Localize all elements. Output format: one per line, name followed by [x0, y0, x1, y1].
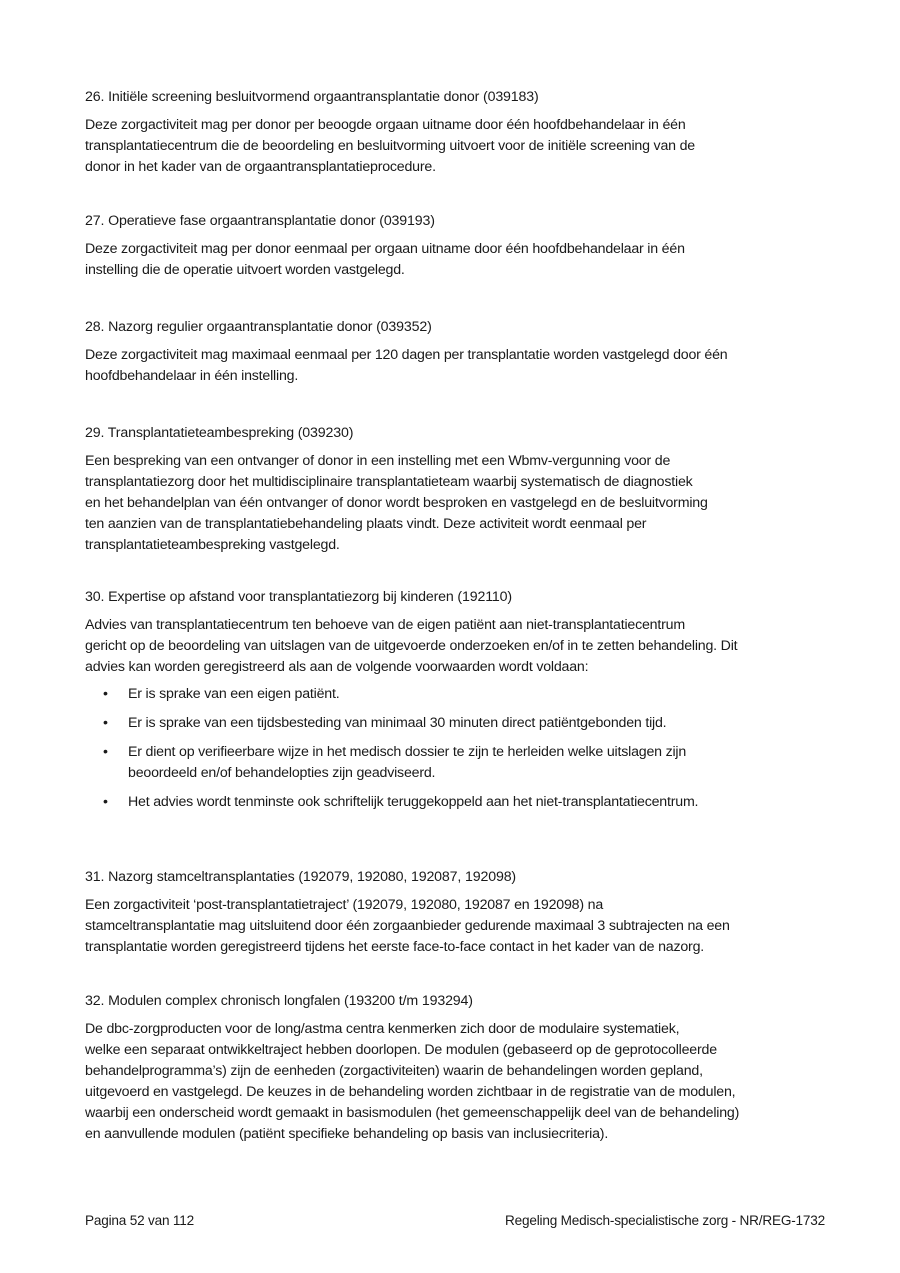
paragraph-line: donor in het kader van de orgaantransplantatieprocedure. — [85, 159, 436, 175]
list-item — [85, 713, 825, 734]
section-26 — [85, 87, 825, 178]
list-item-line: Er is sprake van een eigen patiënt. — [128, 686, 340, 702]
section-heading: 32. Modulen complex chronisch longfalen (193200 t/m 193294) — [85, 993, 473, 1009]
section-paragraph — [85, 615, 825, 678]
section-heading: 29. Transplantatieteambespreking (039230) — [85, 425, 354, 441]
paragraph-line: behandelprogramma’s) zijn de eenheden (zorgactiviteiten) waarin de behandelingen worden gepland, — [85, 1063, 703, 1079]
paragraph-line: Advies van transplantatiecentrum ten behoeve van de eigen patiënt aan niet-transplantatiecentrum — [85, 617, 685, 633]
section-paragraph — [85, 1019, 825, 1145]
section-heading: 26. Initiële screening besluitvormend orgaantransplantatie donor (039183) — [85, 89, 539, 105]
paragraph-line: en het behandelplan van één ontvanger of donor wordt besproken en vastgelegd en de besluitvorming — [85, 495, 708, 511]
section-paragraph — [85, 239, 825, 281]
section-28 — [85, 317, 825, 387]
conditions-list — [85, 684, 825, 813]
paragraph-line: ten aanzien van de transplantatiebehandeling plaats vindt. Deze activiteit wordt eenmaal per — [85, 516, 647, 532]
paragraph-line: transplantatiecentrum die de beoordeling en besluitvorming uitvoert voor de initiële screening van de — [85, 138, 695, 154]
paragraph-line: en aanvullende modulen (patiënt specifieke behandeling op basis van inclusiecriteria). — [85, 1126, 609, 1142]
paragraph-line: stamceltransplantatie mag uitsluitend door één zorgaanbieder gedurende maximaal 3 subtrajecten na een — [85, 918, 730, 934]
list-item — [85, 742, 825, 784]
paragraph-line: Deze zorgactiviteit mag maximaal eenmaal per 120 dagen per transplantatie worden vastgelegd door één — [85, 347, 728, 363]
section-paragraph — [85, 895, 825, 958]
section-31 — [85, 867, 825, 958]
paragraph-line: uitgevoerd en vastgelegd. De keuzes in de behandeling worden zichtbaar in de registratie van de modulen, — [85, 1084, 736, 1100]
page-number: Pagina 52 van 112 — [85, 1213, 194, 1228]
paragraph-line: transplantatie worden geregistreerd tijdens het eerste face-to-face contact in het kader van de nazorg. — [85, 939, 705, 955]
paragraph-line: hoofdbehandelaar in één instelling. — [85, 368, 299, 384]
section-30 — [85, 587, 825, 821]
bullet-icon: • — [103, 715, 108, 731]
document-title: Regeling Medisch-specialistische zorg - NR/REG-1732 — [505, 1213, 825, 1228]
section-paragraph — [85, 115, 825, 178]
section-paragraph — [85, 345, 825, 387]
section-heading: 28. Nazorg regulier orgaantransplantatie donor (039352) — [85, 319, 432, 335]
paragraph-line: Deze zorgactiviteit mag per donor eenmaal per orgaan uitname door één hoofdbehandelaar in één — [85, 241, 685, 257]
paragraph-line: welke een separaat ontwikkeltraject hebben doorlopen. De modulen (gebaseerd op de geprotocolleerde — [85, 1042, 717, 1058]
document-page — [85, 0, 825, 1273]
section-32 — [85, 991, 825, 1145]
section-paragraph — [85, 451, 825, 556]
section-27 — [85, 211, 825, 281]
paragraph-line: waarbij een onderscheid wordt gemaakt in basismodulen (het gemeenschappelijk deel van de behandeling) — [85, 1105, 740, 1121]
list-item-line: Er is sprake van een tijdsbesteding van minimaal 30 minuten direct patiëntgebonden tijd. — [128, 715, 667, 731]
paragraph-line: De dbc-zorgproducten voor de long/astma centra kenmerken zich door de modulaire systematiek, — [85, 1021, 680, 1037]
paragraph-line: Een bespreking van een ontvanger of donor in een instelling met een Wbmv-vergunning voor de — [85, 453, 671, 469]
list-item-line: beoordeeld en/of behandelopties zijn geadviseerd. — [128, 765, 436, 781]
bullet-icon: • — [103, 744, 108, 760]
paragraph-line: Een zorgactiviteit ‘post-transplantatietraject’ (192079, 192080, 192087 en 192098) na — [85, 897, 604, 913]
list-item-line: Er dient op verifieerbare wijze in het medisch dossier te zijn te herleiden welke uitslagen zijn — [128, 744, 687, 760]
bullet-icon: • — [103, 794, 108, 810]
paragraph-line: gericht op de beoordeling van uitslagen van de uitgevoerde onderzoeken en/of in te zetten behandeling. Dit — [85, 638, 738, 654]
section-29 — [85, 423, 825, 556]
bullet-icon: • — [103, 686, 108, 702]
section-heading: 30. Expertise op afstand voor transplantatiezorg bij kinderen (192110) — [85, 589, 512, 605]
section-heading: 31. Nazorg stamceltransplantaties (192079, 192080, 192087, 192098) — [85, 869, 517, 885]
paragraph-line: transplantatiezorg door het multidisciplinaire transplantatieteam waarbij systematisch de diagnostiek — [85, 474, 693, 490]
list-item — [85, 684, 825, 705]
paragraph-line: advies kan worden geregistreerd als aan de volgende voorwaarden wordt voldaan: — [85, 659, 589, 675]
paragraph-line: instelling die de operatie uitvoert worden vastgelegd. — [85, 262, 405, 278]
paragraph-line: transplantatieteambespreking vastgelegd. — [85, 537, 340, 553]
paragraph-line: Deze zorgactiviteit mag per donor per beoogde orgaan uitname door één hoofdbehandelaar in één — [85, 117, 686, 133]
list-item — [85, 792, 825, 813]
list-item-line: Het advies wordt tenminste ook schriftelijk teruggekoppeld aan het niet-transplantatiecentrum. — [128, 794, 699, 810]
section-heading: 27. Operatieve fase orgaantransplantatie donor (039193) — [85, 213, 435, 229]
